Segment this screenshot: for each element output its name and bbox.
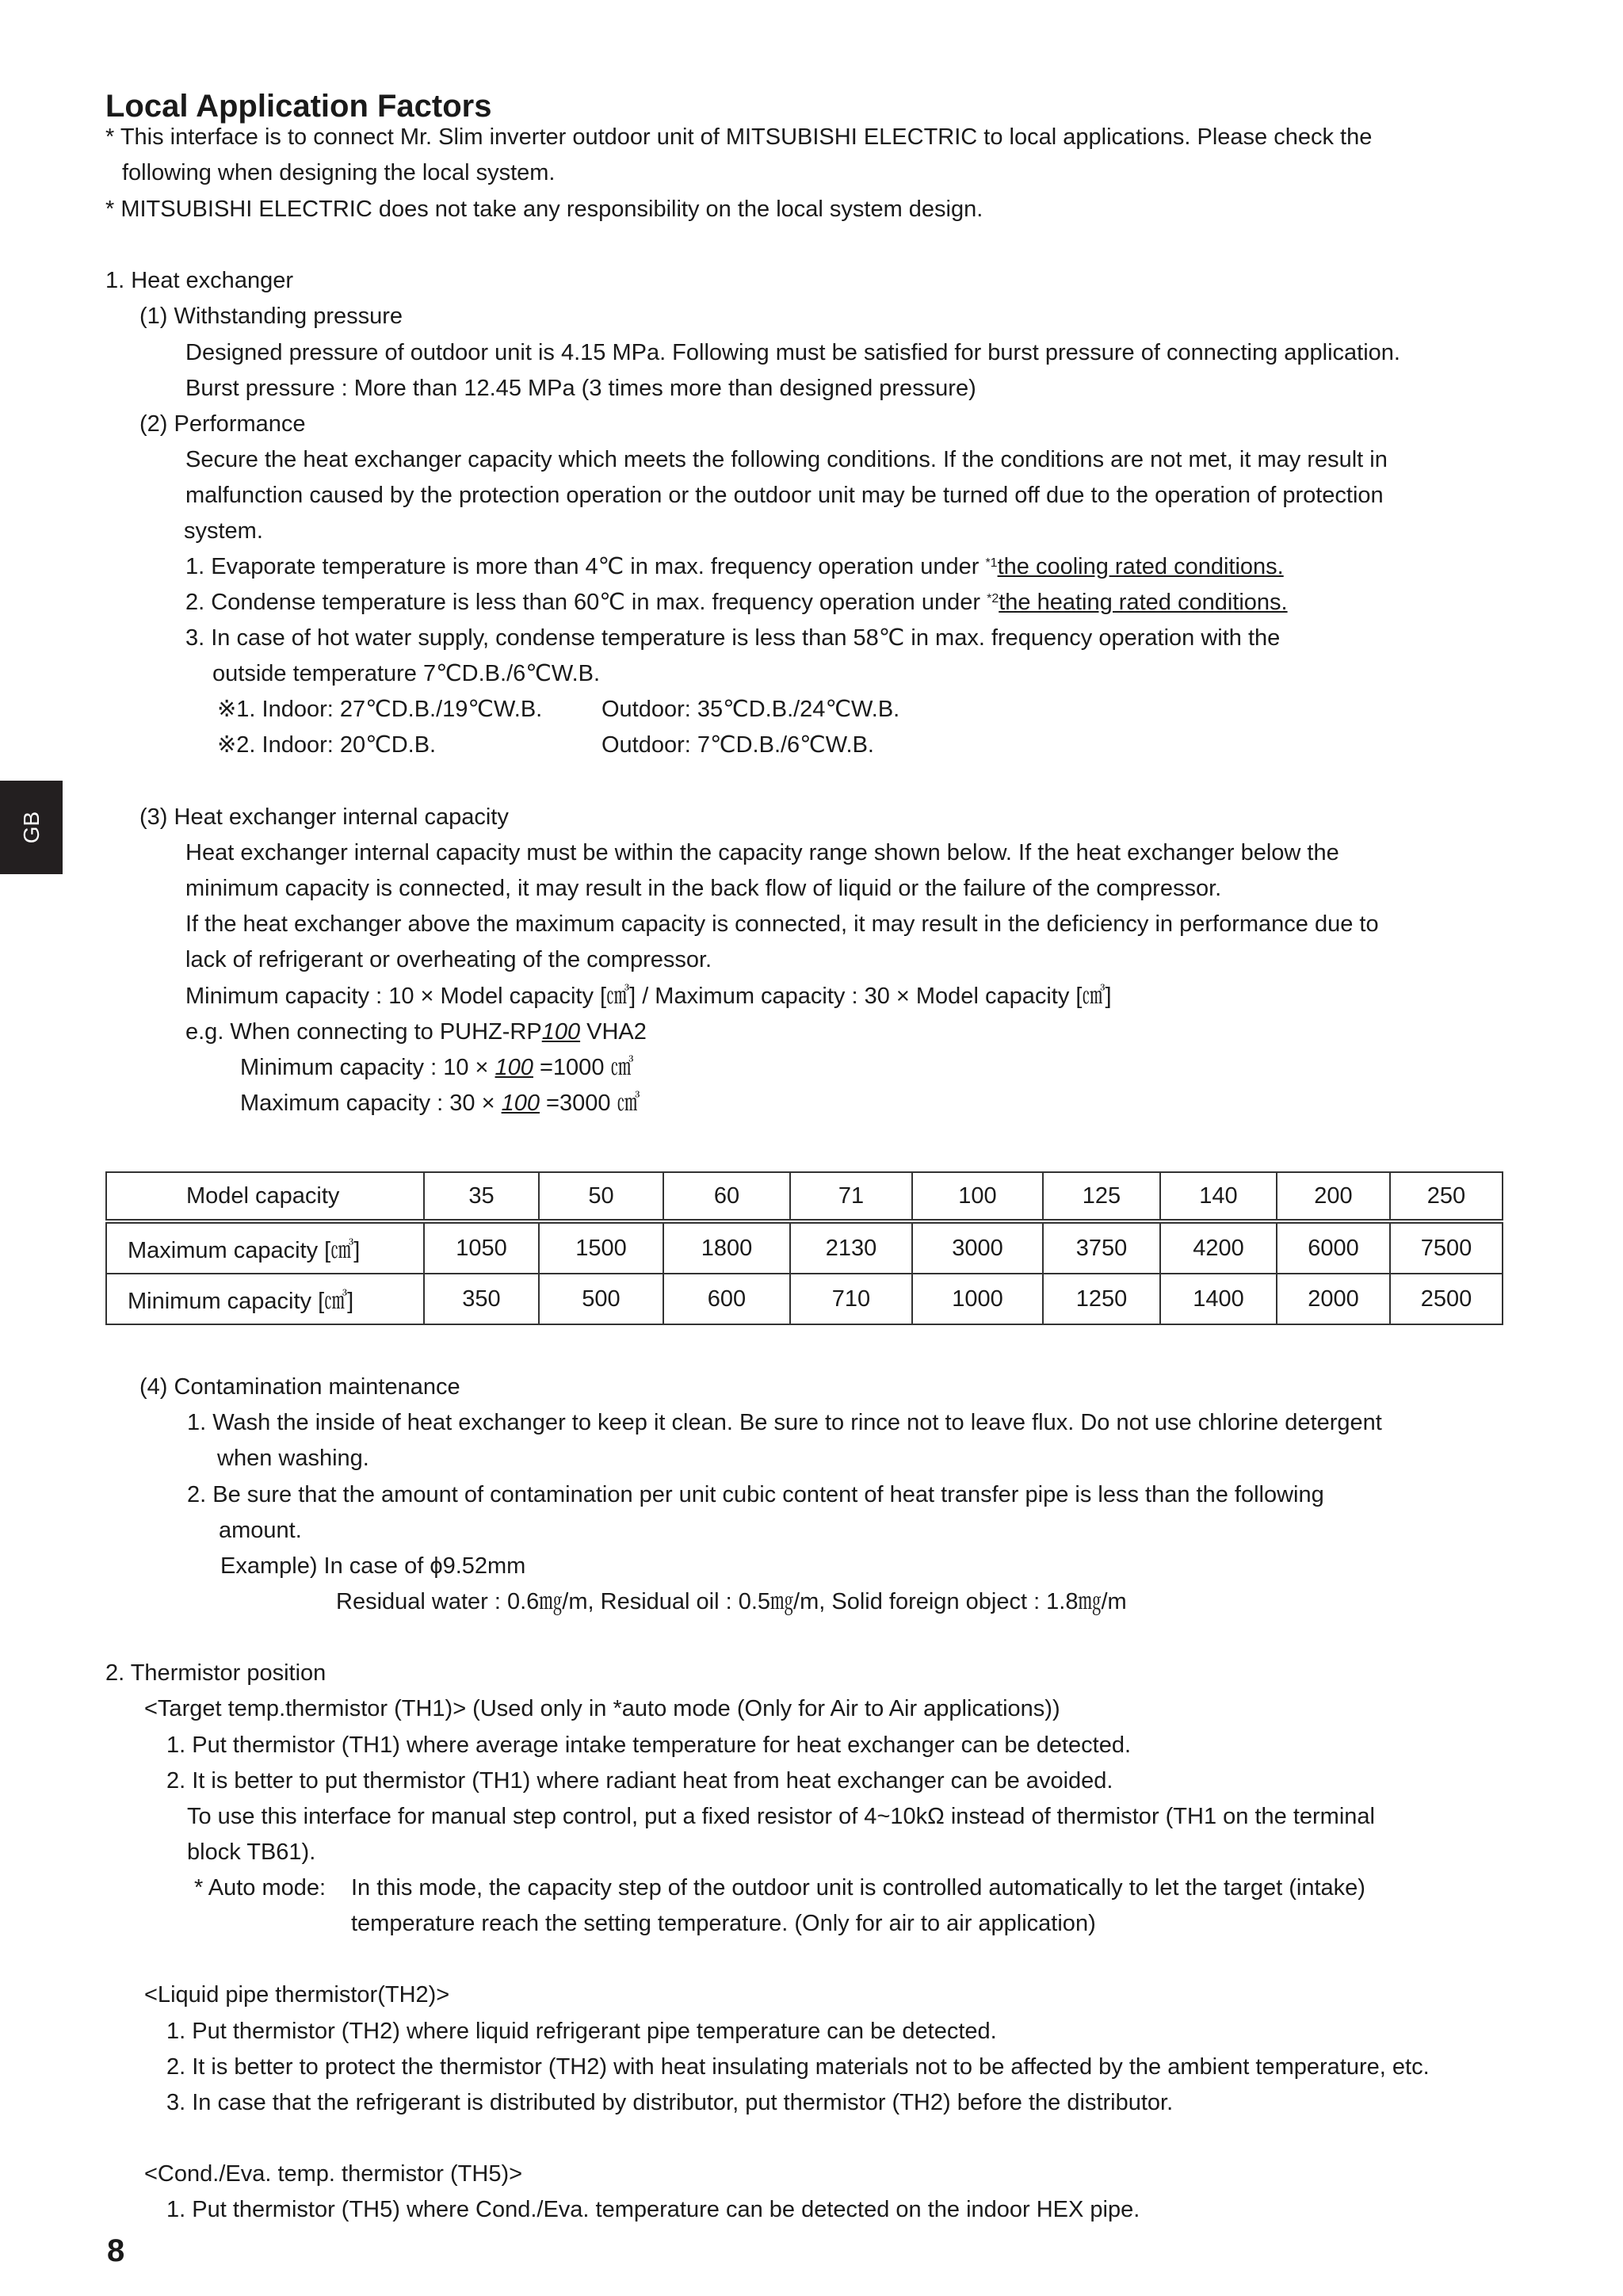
table-header-label: Model capacity	[106, 1172, 424, 1221]
table-cell: 4200	[1160, 1221, 1277, 1274]
intro-line: * MITSUBISHI ELECTRIC does not take any responsibility on the local system design.	[105, 197, 983, 222]
text-line: Secure the heat exchanger capacity which meets the following conditions. If the conditions are not met, it may result in	[185, 447, 1388, 472]
table-cell: 2500	[1390, 1274, 1503, 1324]
table-cell: 50	[539, 1172, 663, 1221]
text-line: To use this interface for manual step control, put a fixed resistor of 4~10kΩ instead of thermistor (TH1 on the terminal	[187, 1804, 1375, 1829]
text-line: Residual water : 0.6㎎/m, Residual oil : 0.5㎎/m, Solid foreign object : 1.8㎎/m	[336, 1589, 1127, 1614]
subsection-heading: (4) Contamination maintenance	[139, 1374, 460, 1400]
table-cell: 35	[424, 1172, 539, 1221]
table-cell: 250	[1390, 1172, 1503, 1221]
text-line: In this mode, the capacity step of the outdoor unit is controlled automatically to let the target (intake)	[351, 1875, 1365, 1901]
text-line: Example) In case of ϕ9.52mm	[220, 1553, 526, 1579]
subsection-heading: (1) Withstanding pressure	[139, 304, 403, 329]
table-cell: 7500	[1390, 1221, 1503, 1274]
table-cell: 1800	[663, 1221, 790, 1274]
text-line: 1. Put thermistor (TH5) where Cond./Eva. temperature can be detected on the indoor HEX pipe.	[166, 2197, 1140, 2222]
table-cell: 3750	[1043, 1221, 1160, 1274]
table-cell: 710	[790, 1274, 912, 1324]
footnote: Outdoor: 7℃D.B./6℃W.B.	[601, 732, 874, 758]
intro-line: * This interface is to connect Mr. Slim inverter outdoor unit of MITSUBISHI ELECTRIC to local applications. Please check the	[105, 124, 1373, 150]
text-line: 2. It is better to put thermistor (TH1) where radiant heat from heat exchanger can be avoided.	[166, 1768, 1113, 1794]
language-tab: GB	[0, 781, 63, 874]
text-line: If the heat exchanger above the maximum capacity is connected, it may result in the deficiency in performance due to	[185, 911, 1379, 937]
table-cell: 140	[1160, 1172, 1277, 1221]
text-line: Burst pressure : More than 12.45 MPa (3 times more than designed pressure)	[185, 376, 976, 401]
table-cell: 3000	[912, 1221, 1043, 1274]
model-number: 100	[541, 1019, 581, 1045]
condition-text: 2. Condense temperature is less than 60℃ in max. frequency operation under	[185, 590, 987, 615]
table-row-label: Minimum capacity [㎤]	[106, 1274, 424, 1324]
text-line: Minimum capacity : 10 × Model capacity [㎤] / Maximum capacity : 30 × Model capacity [㎤]	[185, 984, 1112, 1009]
subsection-heading: <Target temp.thermistor (TH1)> (Used only in *auto mode (Only for Air to Air applications))	[144, 1696, 1060, 1721]
text-line: Heat exchanger internal capacity must be within the capacity range shown below. If the heat exchanger below the	[185, 840, 1339, 865]
text-line: system.	[184, 518, 263, 544]
subsection-heading: <Cond./Eva. temp. thermistor (TH5)>	[144, 2161, 523, 2187]
table-row-label: Maximum capacity [㎤]	[106, 1221, 424, 1274]
condition-item	[185, 553, 1284, 580]
table-cell: 2130	[790, 1221, 912, 1274]
footnote: ※1. Indoor: 27℃D.B./19℃W.B.	[217, 697, 543, 722]
page-number: 8	[107, 2233, 125, 2268]
table-cell: 100	[912, 1172, 1043, 1221]
table-row	[106, 1274, 1503, 1324]
text-line: block TB61).	[187, 1839, 316, 1865]
table-cell: 1000	[912, 1274, 1043, 1324]
table-cell: 1500	[539, 1221, 663, 1274]
condition-text: 1. Evaporate temperature is more than 4℃ in max. frequency operation under	[185, 554, 986, 579]
footnote-link[interactable]: the cooling rated conditions.	[997, 554, 1284, 579]
text-line: 2. It is better to protect the thermistor (TH2) with heat insulating materials not to be affected by the ambient temperature, etc.	[166, 2054, 1430, 2080]
subsection-heading: (2) Performance	[139, 411, 306, 437]
table-row	[106, 1221, 1503, 1274]
example-line: Minimum capacity : 10 × 100 =1000 ㎤	[240, 1055, 634, 1080]
condition-item: outside temperature 7℃D.B./6℃W.B.	[212, 661, 601, 686]
page-title: Local Application Factors	[105, 89, 492, 124]
footnote-mark: *2	[987, 592, 999, 606]
table-cell: 71	[790, 1172, 912, 1221]
example-line: Maximum capacity : 30 × 100 =3000 ㎤	[240, 1091, 640, 1116]
example-line: e.g. When connecting to PUHZ-RP100 VHA2	[185, 1019, 647, 1045]
table-cell: 200	[1277, 1172, 1390, 1221]
text-line: when washing.	[217, 1446, 369, 1471]
section-heading: 2. Thermistor position	[105, 1660, 327, 1686]
table-cell: 500	[539, 1274, 663, 1324]
text-line: 1. Wash the inside of heat exchanger to keep it clean. Be sure to rince not to leave flux. Do not use chlorine detergent	[187, 1410, 1382, 1435]
table-cell: 6000	[1277, 1221, 1390, 1274]
subsection-heading: <Liquid pipe thermistor(TH2)>	[144, 1982, 450, 2008]
text-line: malfunction caused by the protection operation or the outdoor unit may be turned off due to the operation of protection	[185, 483, 1384, 508]
capacity-table	[105, 1171, 1503, 1325]
table-cell: 60	[663, 1172, 790, 1221]
text-line: 2. Be sure that the amount of contamination per unit cubic content of heat transfer pipe is less than the following	[187, 1482, 1324, 1507]
condition-item: 3. In case of hot water supply, condense temperature is less than 58℃ in max. frequency operation with the	[185, 625, 1281, 651]
text-line: amount.	[219, 1518, 302, 1543]
subsection-heading: (3) Heat exchanger internal capacity	[139, 804, 509, 830]
text-line: Designed pressure of outdoor unit is 4.15 MPa. Following must be satisfied for burst pressure of connecting application.	[185, 340, 1400, 365]
footnote-mark: *1	[985, 556, 998, 570]
section-heading: 1. Heat exchanger	[105, 268, 293, 293]
table-header-row	[106, 1172, 1503, 1221]
auto-mode-label: * Auto mode:	[194, 1875, 327, 1901]
intro-line: following when designing the local system.	[122, 160, 556, 185]
condition-item	[185, 589, 1288, 616]
table-cell: 2000	[1277, 1274, 1390, 1324]
table-cell: 1250	[1043, 1274, 1160, 1324]
footnote: Outdoor: 35℃D.B./24℃W.B.	[601, 697, 900, 722]
text-line: 1. Put thermistor (TH1) where average intake temperature for heat exchanger can be detected.	[166, 1733, 1132, 1758]
text-line: minimum capacity is connected, it may result in the back flow of liquid or the failure of the compressor.	[185, 876, 1222, 901]
table-cell: 125	[1043, 1172, 1160, 1221]
table-cell: 350	[424, 1274, 539, 1324]
table-cell: 1400	[1160, 1274, 1277, 1324]
text-line: 1. Put thermistor (TH2) where liquid refrigerant pipe temperature can be detected.	[166, 2019, 997, 2044]
footnote-link[interactable]: the heating rated conditions.	[999, 590, 1288, 615]
footnote: ※2. Indoor: 20℃D.B.	[217, 732, 437, 758]
text-line: lack of refrigerant or overheating of the compressor.	[185, 947, 712, 972]
table-cell: 600	[663, 1274, 790, 1324]
text-line: 3. In case that the refrigerant is distributed by distributor, put thermistor (TH2) before the distributor.	[166, 2090, 1174, 2115]
text-line: temperature reach the setting temperature. (Only for air to air application)	[351, 1911, 1096, 1936]
table-cell: 1050	[424, 1221, 539, 1274]
